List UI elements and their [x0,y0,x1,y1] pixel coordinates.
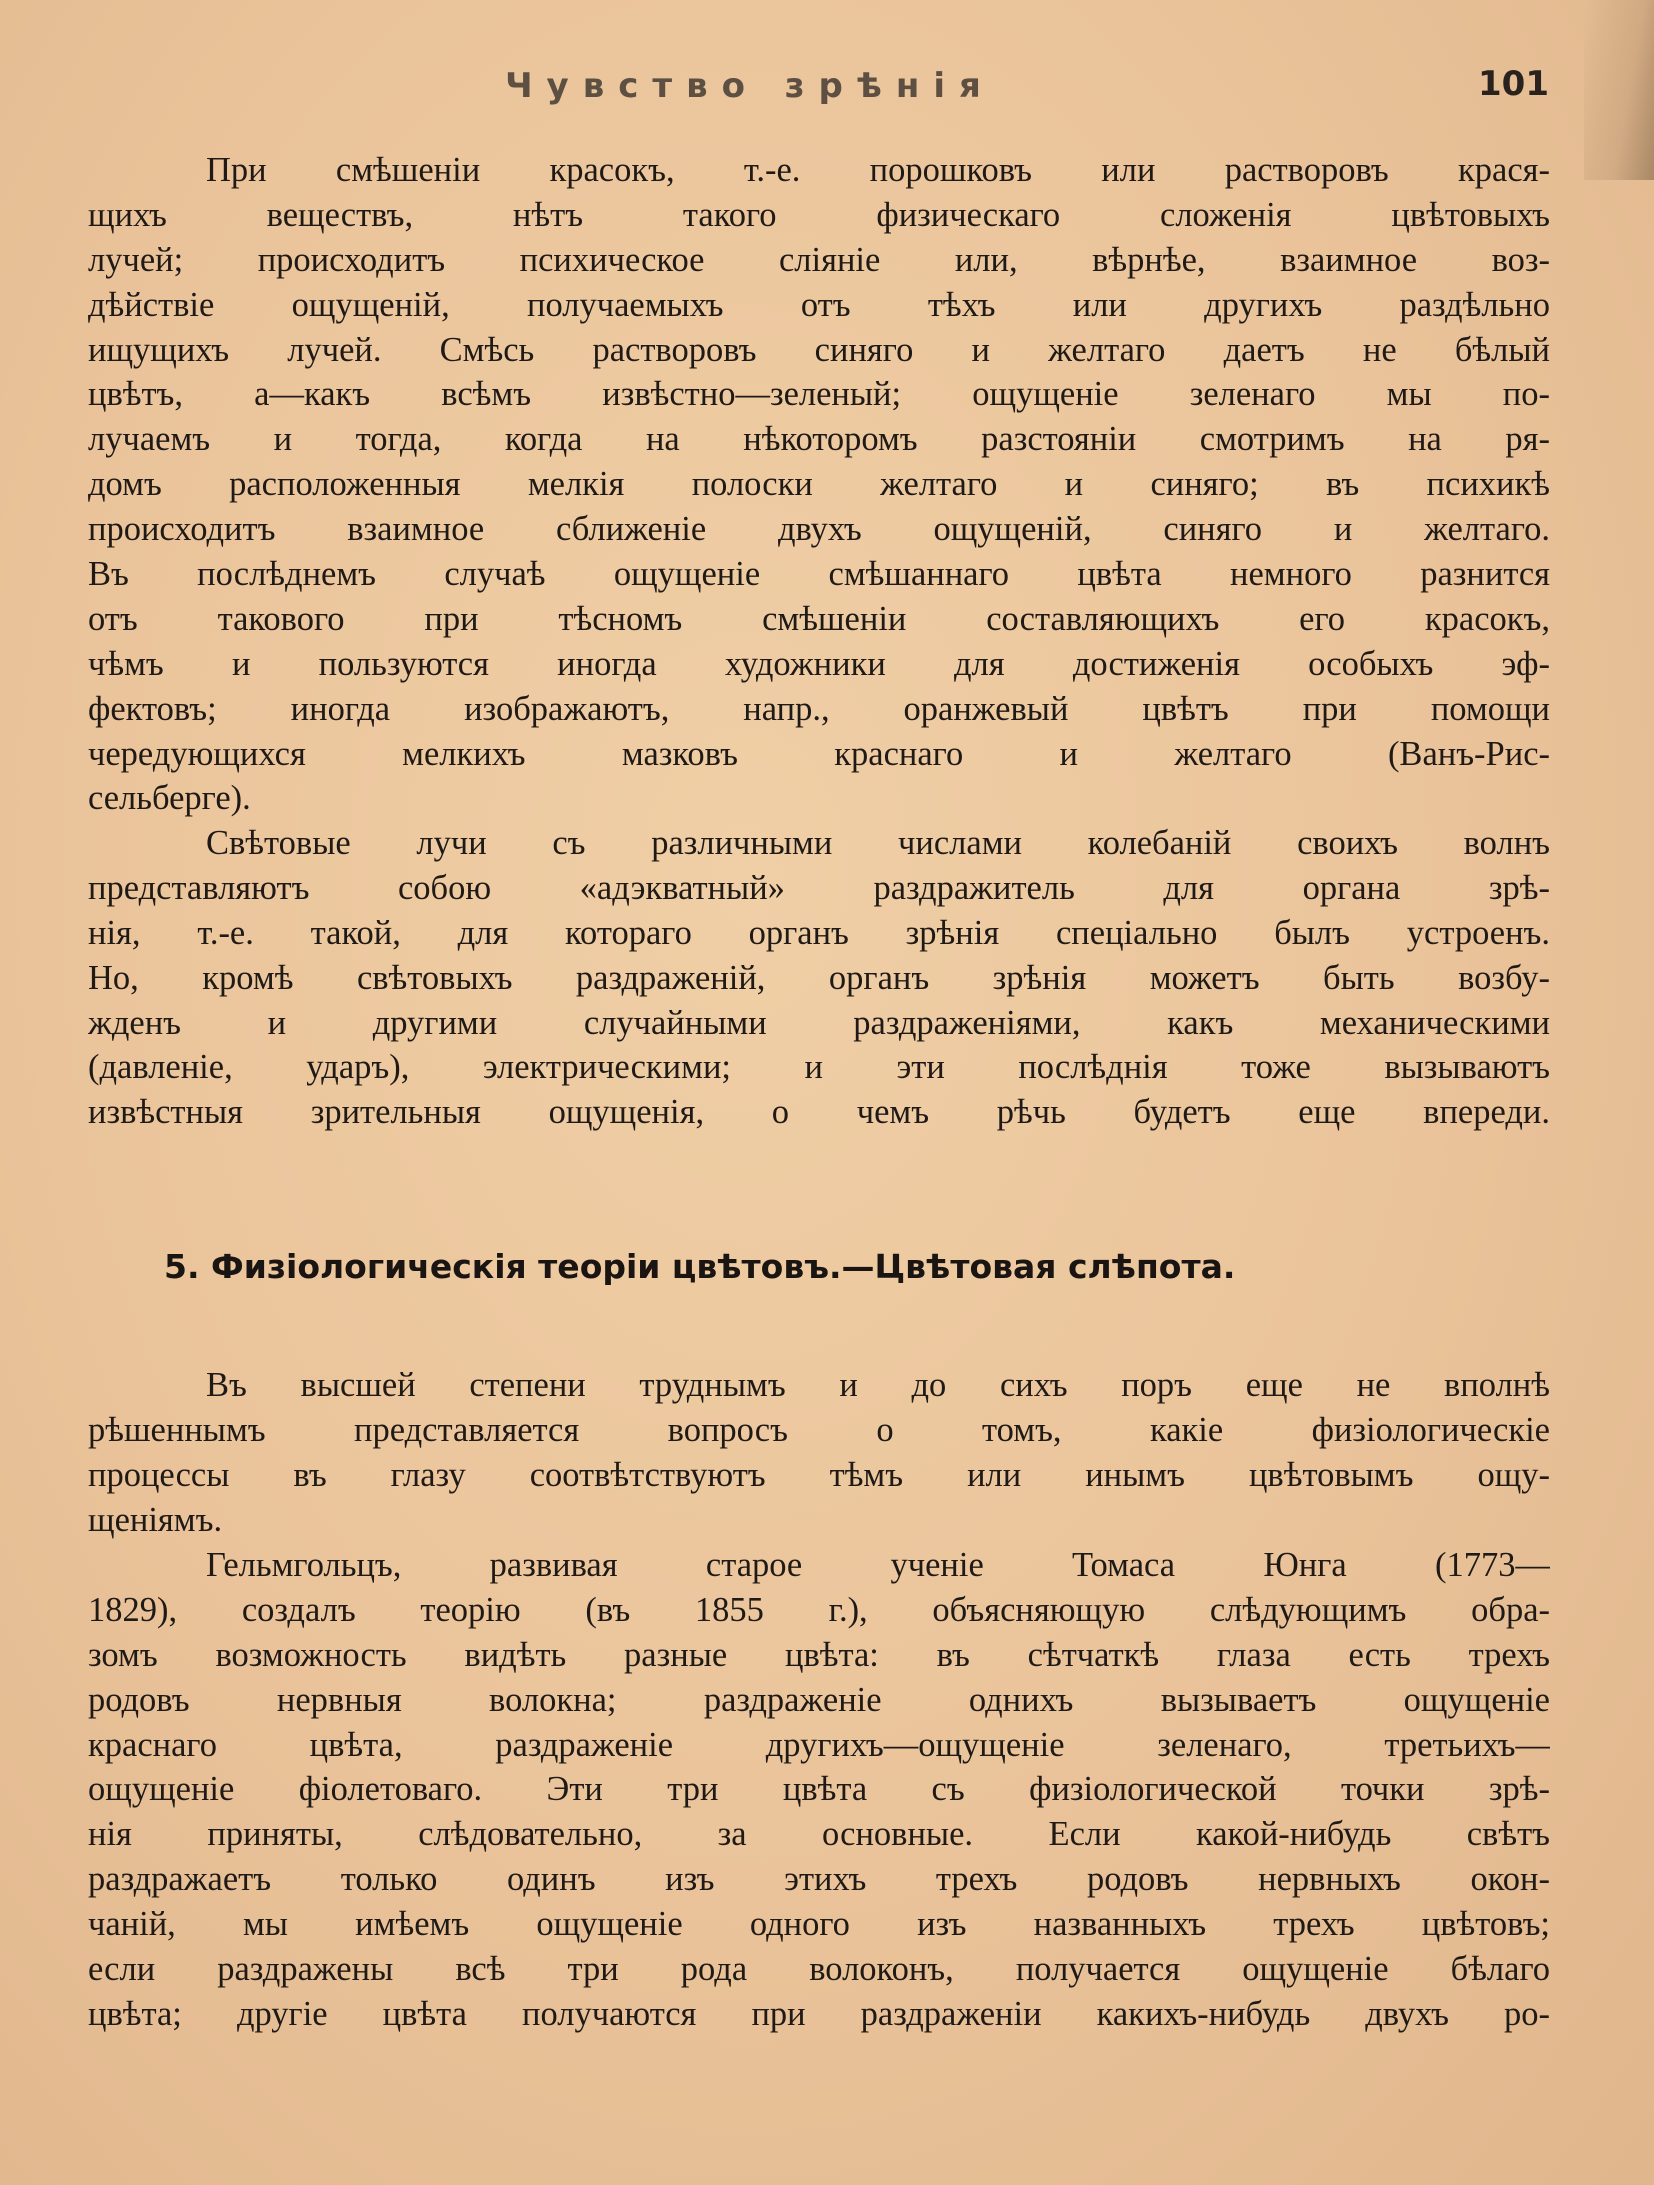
text-line: происходитъ взаимное сближеніе двухъ ощущеній, синяго и желтаго. [88,510,1550,549]
paragraph-2 [88,821,1550,1135]
running-head: Чувство зрѣнія [505,66,995,106]
text-line: рѣшеннымъ представляется вопросъ о томъ, какіе физіологическіе [88,1410,1550,1449]
text-line: представляютъ собою «адэкватный» раздражитель для органа зрѣ- [88,868,1550,907]
text-line: цвѣта; другіе цвѣта получаются при раздраженіи какихъ-нибудь двухъ ро- [88,1994,1550,2033]
text-line: зомъ возможность видѣть разные цвѣта: въ сѣтчаткѣ глаза есть трехъ [88,1635,1550,1674]
text-line: 1829), создалъ теорію (въ 1855 г.), объясняющую слѣдующимъ обра- [88,1590,1550,1629]
text-line: Свѣтовые лучи съ различными числами колебаній своихъ волнъ [206,824,1550,862]
page-number: 101 [1478,64,1549,104]
text-line: нія приняты, слѣдовательно, за основные. Если какой-нибудь свѣтъ [88,1815,1550,1854]
text-line: раздражаетъ только одинъ изъ этихъ трехъ родовъ нервныхъ окон- [88,1860,1550,1899]
text-line: (давленіе, ударъ), электрическими; и эти послѣднія тоже вызываютъ [88,1048,1550,1087]
text-line: отъ такового при тѣсномъ смѣшеніи составляющихъ его красокъ, [88,599,1550,638]
text-line: чередующихся мелкихъ мазковъ краснаго и желтаго (Ванъ-Рис- [88,734,1550,773]
text-line: извѣстныя зрительныя ощущенія, о чемъ рѣчь будетъ еще впереди. [88,1093,1550,1132]
text-line: домъ расположенныя мелкія полоски желтаго и синяго; въ психикѣ [88,465,1550,504]
text-line: ищущихъ лучей. Смѣсь растворовъ синяго и желтаго даетъ не бѣлый [88,330,1550,369]
text-line: жденъ и другими случайными раздраженіями, какъ механическими [88,1003,1550,1042]
section-heading: 5. Физіологическія теоріи цвѣтовъ.—Цвѣтовая слѣпота. [164,1247,1236,1286]
paragraph-3 [88,1363,1550,1543]
text-line: если раздражены всѣ три рода волоконъ, получается ощущеніе бѣлаго [88,1950,1550,1989]
text-line: чѣмъ и пользуются иногда художники для достиженія особыхъ эф- [88,644,1550,683]
text-line: лучей; происходитъ психическое сліяніе или, вѣрнѣе, взаимное воз- [88,240,1550,279]
text-line: Въ высшей степени труднымъ и до сихъ поръ еще не вполнѣ [206,1366,1550,1404]
text-line: цвѣтъ, а—какъ всѣмъ извѣстно—зеленый; ощущеніе зеленаго мы по- [88,375,1550,414]
text-line: щихъ веществъ, нѣтъ такого физическаго сложенія цвѣтовыхъ [88,195,1550,234]
text-line: Гельмгольцъ, развивая старое ученіе Томаса Юнга (1773— [206,1546,1550,1584]
text-line: родовъ нервныя волокна; раздраженіе однихъ вызываетъ ощущеніе [88,1680,1550,1719]
text-line: процессы въ глазу соотвѣтствуютъ тѣмъ или инымъ цвѣтовымъ ощу- [88,1455,1550,1494]
paragraph-4 [88,1543,1550,2037]
text-line: Въ послѣднемъ случаѣ ощущеніе смѣшаннаго цвѣта немного разнится [88,555,1550,594]
text-line: фектовъ; иногда изображаютъ, напр., оранжевый цвѣтъ при помощи [88,689,1550,728]
text-line: чаній, мы имѣемъ ощущеніе одного изъ названныхъ трехъ цвѣтовъ; [88,1905,1550,1944]
text-line: Но, кромѣ свѣтовыхъ раздраженій, органъ зрѣнія можетъ быть возбу- [88,958,1550,997]
text-line: щеніямъ. [88,1500,223,1539]
text-line: дѣйствіе ощущеній, получаемыхъ отъ тѣхъ или другихъ раздѣльно [88,285,1550,324]
text-line: краснаго цвѣта, раздраженіе другихъ—ощущеніе зеленаго, третьихъ— [88,1725,1550,1764]
paragraph-1 [88,148,1550,821]
page-curl-shadow [1584,0,1654,180]
text-line: лучаемъ и тогда, когда на нѣкоторомъ разстояніи смотримъ на ря- [88,420,1550,459]
text-line: нія, т.-е. такой, для котораго органъ зрѣнія спеціально былъ устроенъ. [88,913,1550,952]
text-line: ощущеніе фіолетоваго. Эти три цвѣта съ физіологической точки зрѣ- [88,1770,1550,1809]
text-line: сельберге). [88,779,251,818]
text-line: При смѣшеніи красокъ, т.-е. порошковъ или растворовъ крася- [206,151,1550,189]
